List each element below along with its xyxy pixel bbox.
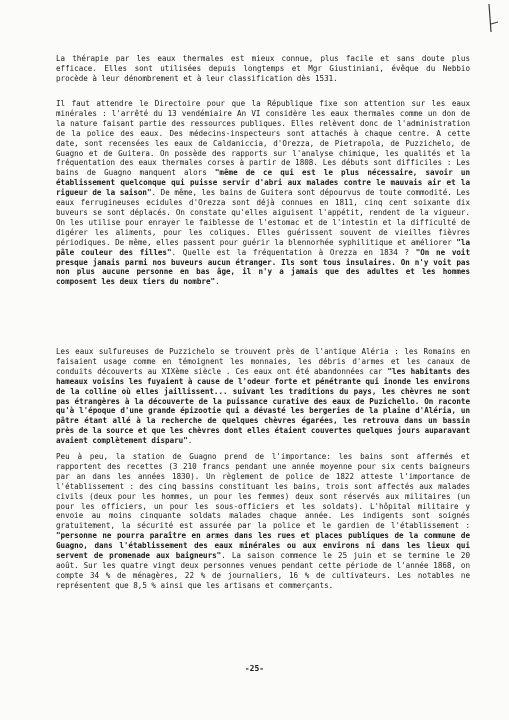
paragraph-4-text-a: Peu à peu, la station de Guagno prend de l'importance: les bains sont affermés et rapportent des recettes (3 210 francs pendant une année moyenne pour six cents baigneurs par an dans les années 1830). Un règlement de police de 1822 atteste l'importance de l'établissement : des cinq bassins constituant les bains, trois sont affectés aux malades civils (deux pour les hommes, un pour les femmes) deux sont réservés aux militaires (un pour les officiers, un pour les sous-officiers et les soldats). L'hôpital militaire y envoie au moins cinquante soldats malades chaque année. Les indigents sont soignés gratuitement, la sécurité est assurée par la police et le gardien de l'établissement :	[56, 452, 470, 531]
paragraph-1-text: La thérapie par les eaux thermales est mieux connue, plus facile et sans doute plus efficace. Elles sont utilisées depuis longtemps et Mgr Giustiniani, évêque du Nebbio procède à leur dénombrement et à leur classification dès 1531.	[56, 54, 470, 83]
paragraph-4-text-b: . La saison commence le 25 juin et se termine le 20 août. Sur les quatre vingt deux personnes venues pendant cette période de l'année 1868, on compte 34 % de ménagères, 22 % de journaliers, 16 % de cultivateurs. Les notables ne représentent que 8,5 % ainsi que les artisans et commerçants.	[56, 551, 470, 590]
paragraph-3-text-b: .	[187, 436, 193, 446]
handwritten-mark-icon	[483, 2, 503, 42]
page-number: -25-	[244, 664, 265, 673]
paragraph-2-text-a: Il faut attendre le Directoire pour que la République fixe son attention sur les eaux minérales : l'arrêté du 13 vendémiaire An VI considère les eaux thermales comme un don de la nature faisant partie des ressources publiques. Elles relèvent donc de l'administration de la police des eaux. Des médecins-inspecteurs sont attachés à chaque centre. A cette date, sont recensées les eaux de Caldaniccia, d'Orezza, de Pietrapola, de Puzzichelo, de Guagno et de Guitera. On possède des rapports sur l'analyse chimique, les qualités et la fréquentation des eaux thermales corses à partir de 1808. Les débuts sont difficiles : Les bains de Guagno manquent alors	[56, 99, 470, 178]
paragraph-2-quote-c: "On ne voit presque jamais parmi nos buveurs aucun étranger. Ils sont tous insulaires. On n'y voit pas non plus aucune personne en bas âge, il n'y a jamais que des adultes et les hommes composent les deux tiers du nombre"	[56, 247, 471, 287]
paragraph-2-text-d: .	[215, 277, 220, 287]
paragraph-3-quote: "les habitants des hameaux voisins les fuyaient à cause de l'odeur forte et pénétrante qui inonde les environs de la colline où elles jaillissent... suivant les traditions du pays, les chèvres ne sont pas étrangères à la découverte de la puissance curative des eaux de Puzichello. On raconte qu'à l'époque d'une grande épizootie qui a dévasté les bergeries de la plaine d'Aléria, un pâtre étant allé à la recherche de quelques chèvres égarées, les retrouva dans un bassin près de la source et que les chèvres dont elles étaient couvertes quelques jours auparavant avaient complètement disparu"	[56, 366, 470, 446]
paragraph-4-quote: "personne ne pourra paraître en armes dans les rues et places publiques de la commune de Guagno, dans l'établissement des eaux minérales ou aux environs ni dans les lieux qui servent de promenade aux baigneurs"	[56, 531, 470, 561]
paragraph-2-text-b: . De même, les bains de Guitera sont dépourvus de toute commodité. Les eaux ferrugineuses ecidules d'Orezza sont déjà connues en 1811, cinq cent soixante dix buveurs se sont déplacés. On constate qu'elles aiguisent l'appétit, rendent de la vigueur. On les utilise pour enrayer le faiblesse de l'estomac et de l'intestin et la difficulté de digérer les aliments, pour les coliques. Elles guérissent souvent de vieilles fièvres périodiques. De même, elles passent pour guérir la blennorhée syphilitique et améliorer	[56, 188, 470, 247]
paragraph-2-quote-b: "la pâle couleur des filles"	[56, 237, 470, 257]
paragraph-3	[56, 347, 470, 446]
paragraph-3-text-a: Les eaux sulfureuses de Puzzichelo se trouvent près de l'antique Aléria : les Romains en faisaient usage comme en témoignent les monnaies, les débris d'armes et les canaux de conduits découverts au XIXème siècle . Ces eaux ont été abandonnées car	[56, 347, 470, 376]
paragraph-2	[56, 99, 470, 287]
paragraph-4	[56, 452, 470, 591]
paragraph-1	[56, 54, 470, 84]
paragraph-2-text-c: . Quelle est la fréquentation à Orezza en 1834 ?	[171, 247, 416, 257]
paragraph-2-quote-a: "même de ce qui est le plus nécessaire, savoir un établissement quelconque qui puisse servir d'abri aux malades contre le mauvais air et la rigueur de la saison"	[56, 168, 470, 198]
